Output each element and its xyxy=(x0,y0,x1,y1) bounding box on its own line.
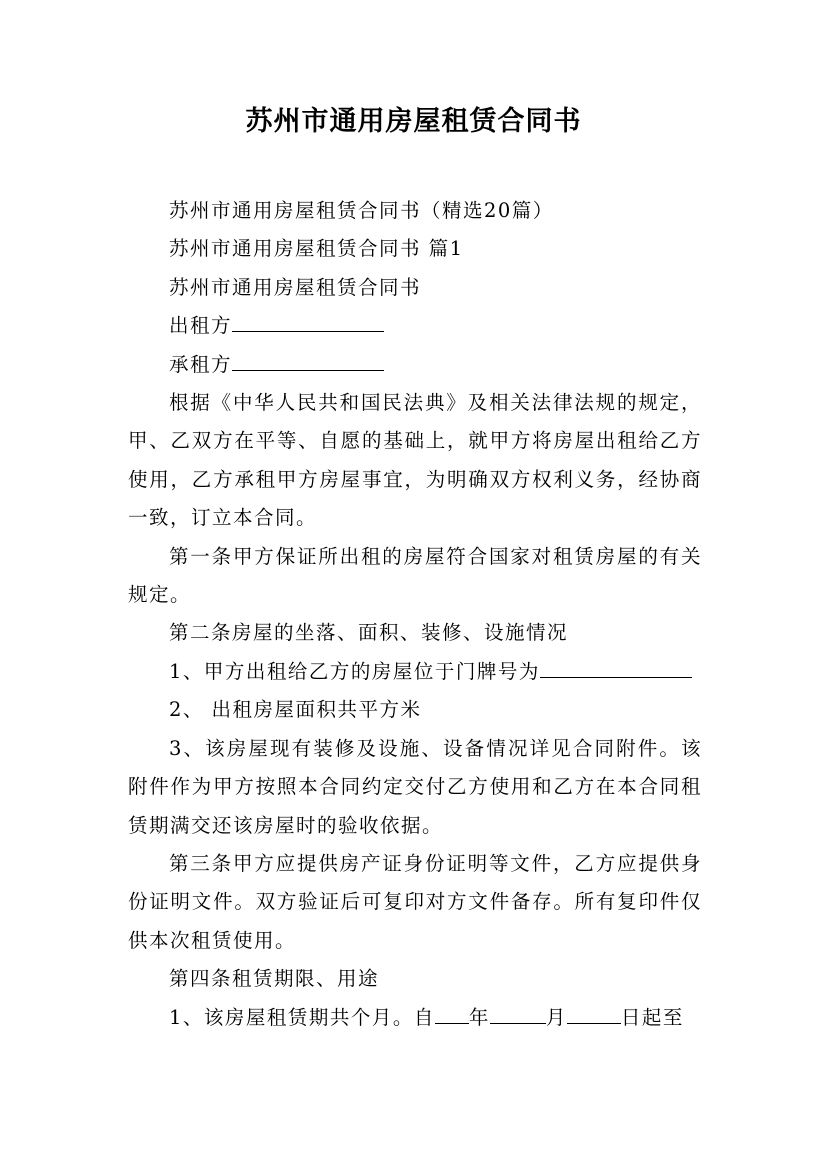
lessee-line xyxy=(128,346,702,384)
year-label: 年 xyxy=(468,1005,490,1029)
lessor-blank xyxy=(232,311,384,332)
article-4-item-1 xyxy=(128,999,702,1037)
article-2-item-2: 2、 出租房屋面积共平方米 xyxy=(168,698,422,722)
article-2-item-1-text: 1、甲方出租给乙方的房屋位于门牌号为 xyxy=(168,659,540,683)
year-blank xyxy=(435,1003,469,1024)
lessee-label: 承租方 xyxy=(168,352,232,376)
lessor-line xyxy=(128,307,702,345)
subtitle-part: 苏州市通用房屋租赁合同书 篇1 xyxy=(168,237,464,261)
article-2-item-1 xyxy=(128,653,702,691)
month-blank xyxy=(490,1003,546,1024)
month-label: 月 xyxy=(545,1005,567,1029)
document-body xyxy=(128,192,702,1037)
document-title: 苏州市通用房屋租赁合同书 xyxy=(245,106,582,137)
day-label: 日起至 xyxy=(620,1005,684,1029)
subtitle-collection: 苏州市通用房屋租赁合同书（精选20篇） xyxy=(168,199,554,222)
lessee-blank xyxy=(232,350,384,371)
article-4-item-1-text: 1、该房屋租赁期共个月。自 xyxy=(168,1005,435,1029)
article-4-heading: 第四条租赁期限、用途 xyxy=(168,967,379,991)
lessor-label: 出租方 xyxy=(168,314,232,338)
article-2-item-3: 3、该房屋现有装修及设施、设备情况详见合同附件。该附件作为甲方按照本合同约定交付乙方使用和乙方在本合同租赁期满交还该房屋时的验收依据。 xyxy=(128,736,702,837)
subtitle-name: 苏州市通用房屋租赁合同书 xyxy=(168,275,421,299)
article-3: 第三条甲方应提供房产证身份证明等文件，乙方应提供身份证明文件。双方验证后可复印对方文件备存。所有复印件仅供本次租赁使用。 xyxy=(128,851,702,952)
day-blank xyxy=(567,1003,621,1024)
address-blank xyxy=(540,657,692,678)
article-2-heading: 第二条房屋的坐落、面积、装修、设施情况 xyxy=(168,621,568,645)
article-1: 第一条甲方保证所出租的房屋符合国家对租赁房屋的有关规定。 xyxy=(128,544,702,607)
intro-paragraph: 根据《中华人民共和国民法典》及相关法律法规的规定，甲、乙双方在平等、自愿的基础上，就甲方将房屋出租给乙方使用，乙方承租甲方房屋事宜，为明确双方权利义务，经协商一致，订立本合同。 xyxy=(128,391,702,530)
